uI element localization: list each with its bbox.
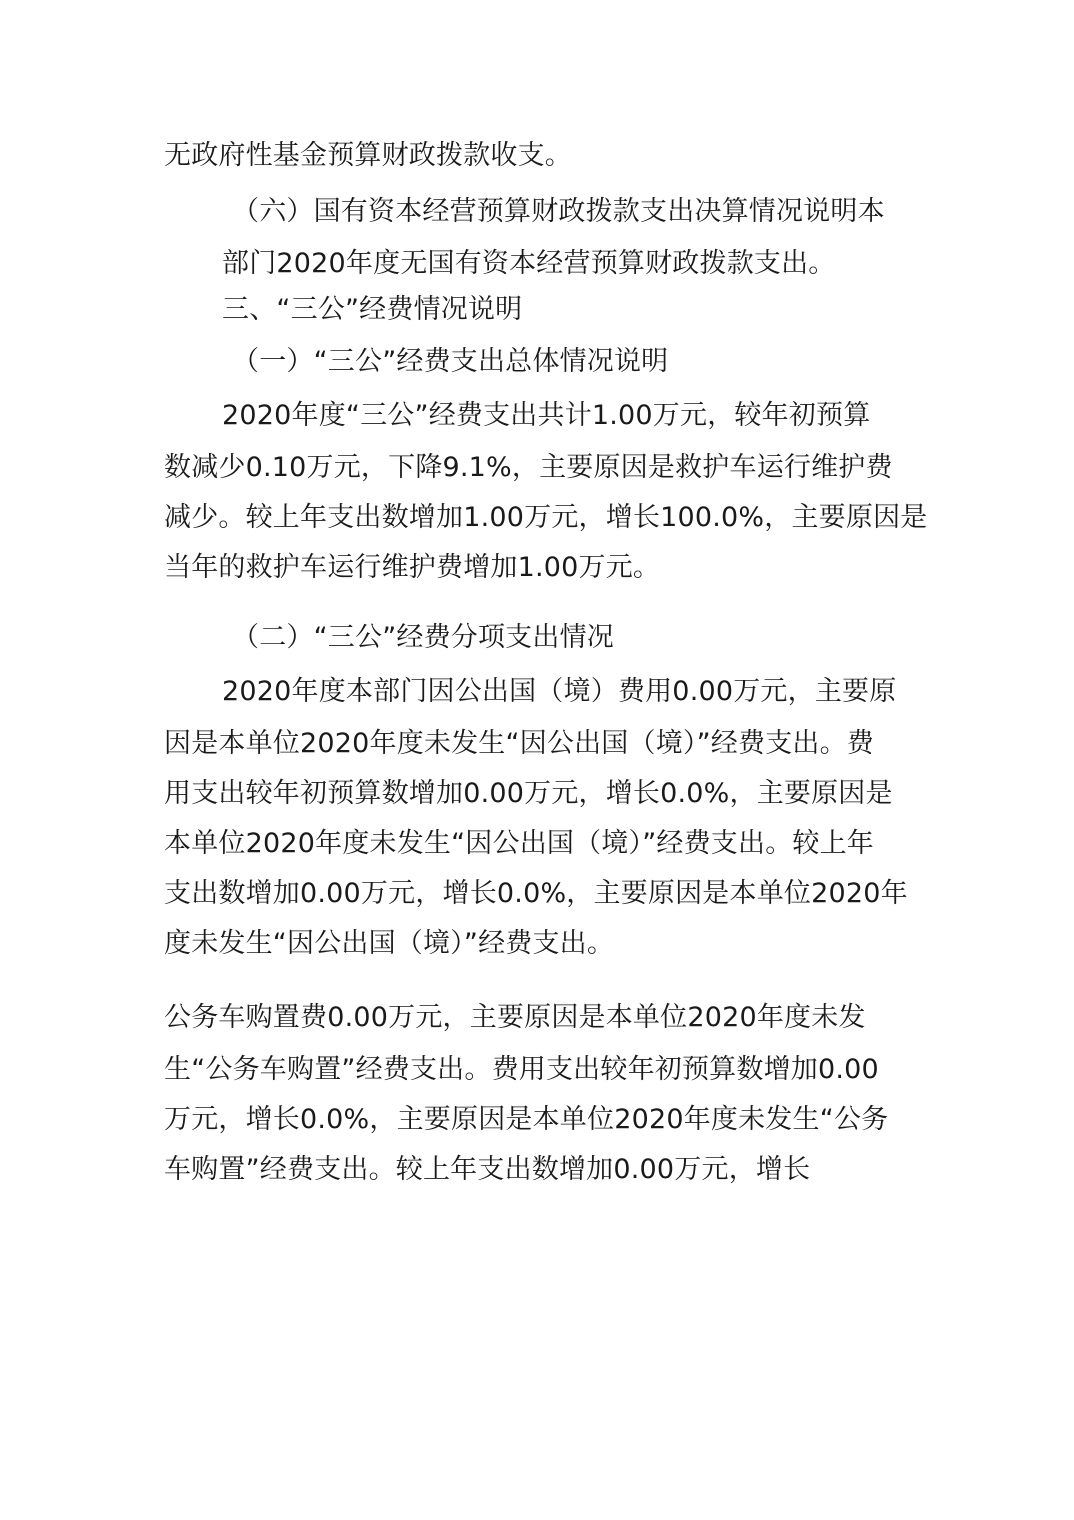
- section-heading: （一）“三公”经费支出总体情况说明: [232, 346, 669, 377]
- text-line: 当年的救护车运行维护费增加1.00万元。: [164, 552, 661, 583]
- text-line: 用支出较年初预算数增加0.00万元，增长0.0%，主要原因是: [164, 778, 893, 809]
- section-heading: （二）“三公”经费分项支出情况: [232, 622, 614, 653]
- text-line: 生“公务车购置”经费支出。费用支出较年初预算数增加0.00: [164, 1054, 879, 1085]
- text-line: 2020年度“三公”经费支出共计1.00万元，较年初预算: [222, 400, 871, 431]
- text-line: 数减少0.10万元，下降9.1%，主要原因是救护车运行维护费: [164, 452, 893, 483]
- text-line: 2020年度本部门因公出国（境）费用0.00万元，主要原: [222, 676, 897, 707]
- text-line: 因是本单位2020年度未发生“因公出国（境）”经费支出。费: [164, 728, 874, 759]
- text-line: 车购置”经费支出。较上年支出数增加0.00万元，增长: [164, 1154, 811, 1185]
- text-line: 万元，增长0.0%，主要原因是本单位2020年度未发生“公务: [164, 1104, 889, 1135]
- section-heading: （六）国有资本经营预算财政拨款支出决算情况说明本: [232, 196, 885, 227]
- text-line: 公务车购置费0.00万元，主要原因是本单位2020年度未发: [164, 1002, 866, 1033]
- text-line: 部门2020年度无国有资本经营预算财政拨款支出。: [222, 248, 836, 279]
- text-line: 无政府性基金预算财政拨款收支。: [164, 140, 572, 171]
- text-line: 减少。较上年支出数增加1.00万元，增长100.0%，主要原因是: [164, 502, 928, 533]
- section-heading: 三、“三公”经费情况说明: [222, 294, 523, 325]
- text-line: 支出数增加0.00万元，增长0.0%，主要原因是本单位2020年: [164, 878, 908, 909]
- text-line: 度未发生“因公出国（境）”经费支出。: [164, 928, 615, 959]
- text-line: 本单位2020年度未发生“因公出国（境）”经费支出。较上年: [164, 828, 874, 859]
